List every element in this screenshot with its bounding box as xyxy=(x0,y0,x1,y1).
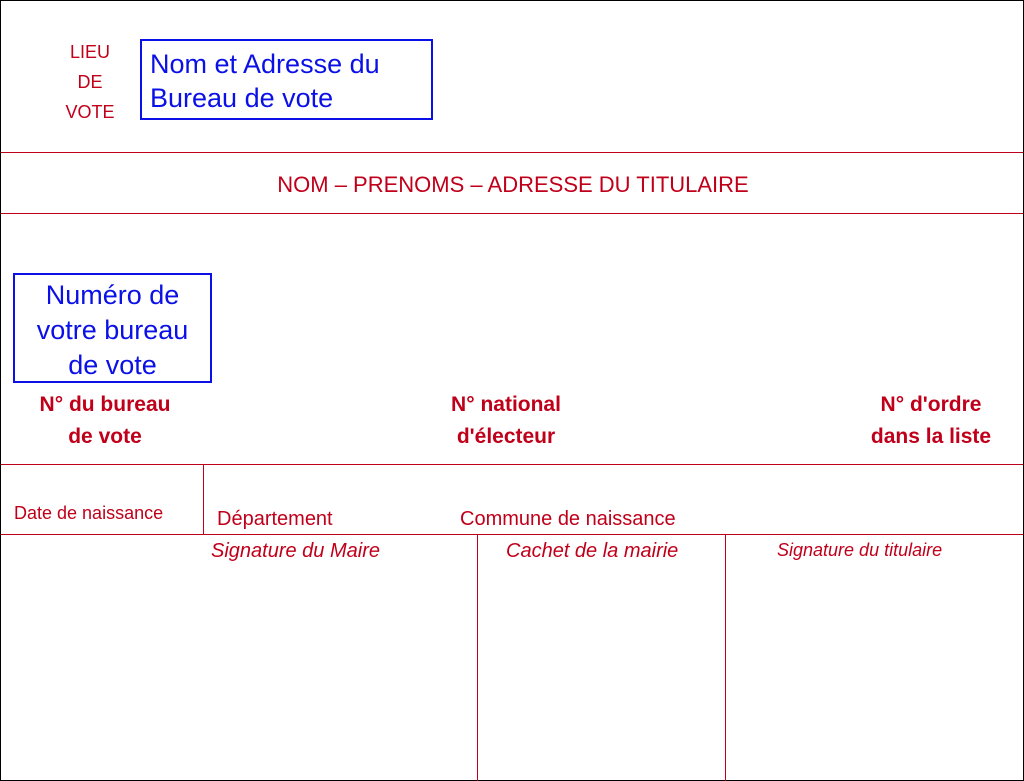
numero-line-1: Numéro de xyxy=(45,280,180,310)
divider-date-col xyxy=(203,464,204,535)
lieu-de-vote-line-3: VOTE xyxy=(65,102,115,122)
label-bureau-line-2: de vote xyxy=(68,425,142,448)
label-numero-bureau xyxy=(15,389,195,453)
lieu-de-vote-line-1: LIEU xyxy=(69,42,111,62)
lieu-de-vote-line-2: DE xyxy=(77,72,103,92)
nom-adresse-bureau-box xyxy=(140,39,433,120)
label-ordre-line-1: N° d'ordre xyxy=(880,393,982,416)
cachet-mairie-label: Cachet de la mairie xyxy=(506,540,679,562)
date-naissance-label: Date de naissance xyxy=(14,503,164,523)
label-national-line-2: d'électeur xyxy=(456,425,556,448)
label-numero-ordre xyxy=(841,389,1021,453)
numero-bureau-box xyxy=(13,273,212,383)
divider-sig-2 xyxy=(725,534,726,781)
signature-titulaire-label: Signature du titulaire xyxy=(777,540,943,560)
divider-sig-1 xyxy=(477,534,478,781)
commune-naissance-label: Commune de naissance xyxy=(460,508,676,530)
label-national-line-1: N° national xyxy=(451,393,561,416)
numero-line-2: votre bureau xyxy=(36,315,189,345)
lieu-de-vote-label xyxy=(51,37,129,127)
divider-naissance xyxy=(1,534,1023,535)
label-numero-national xyxy=(416,389,596,453)
nom-adresse-line-2: Bureau de vote xyxy=(150,83,334,113)
signature-maire-label: Signature du Maire xyxy=(211,540,380,562)
divider-top xyxy=(1,152,1023,153)
divider-header xyxy=(1,213,1023,214)
divider-middle xyxy=(1,464,1023,465)
numero-line-3: de vote xyxy=(68,350,157,380)
label-bureau-line-1: N° du bureau xyxy=(39,393,171,416)
departement-label: Département xyxy=(217,508,333,530)
label-ordre-line-2: dans la liste xyxy=(870,425,992,448)
nom-adresse-line-1: Nom et Adresse du xyxy=(150,49,380,79)
titulaire-header: NOM – PRENOMS – ADRESSE DU TITULAIRE xyxy=(277,172,749,197)
